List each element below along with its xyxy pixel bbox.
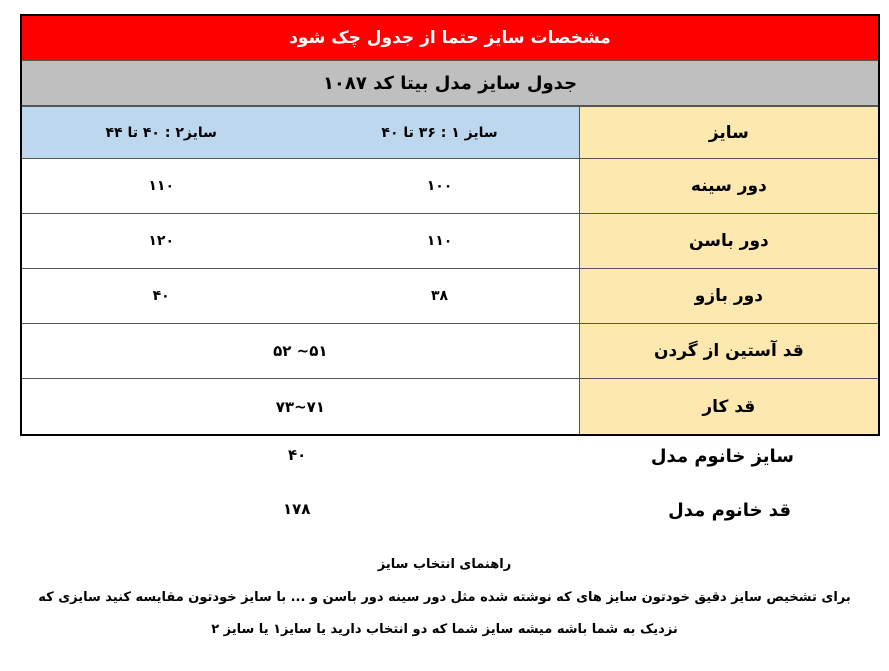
model-size-label: سایز خانوم مدل bbox=[650, 446, 794, 467]
merged-value: ۷۱~۷۳ bbox=[275, 397, 325, 416]
size1-value: ۳۸ bbox=[430, 288, 449, 304]
table-row bbox=[22, 324, 878, 379]
size-table bbox=[20, 14, 880, 436]
warning-title: مشخصات سایز حتما از جدول چک شود bbox=[22, 16, 878, 60]
column-header-size2: سایز۲ : ۴۰ تا ۴۴ bbox=[22, 107, 300, 158]
row-label: قد کار bbox=[579, 379, 878, 434]
table-row bbox=[22, 159, 878, 214]
row-label: قد آستین از گردن bbox=[579, 324, 878, 378]
table-subtitle: جدول سایز مدل بیتا کد ۱۰۸۷ bbox=[22, 61, 878, 106]
table-header-row bbox=[22, 107, 878, 159]
size2-value: ۱۲۰ bbox=[148, 233, 175, 249]
table-row bbox=[22, 269, 878, 324]
size2-value: ۴۰ bbox=[152, 288, 170, 304]
row-label: دور بازو bbox=[579, 269, 878, 323]
model-height-value: ۱۷۸ bbox=[283, 500, 311, 518]
table-row bbox=[22, 214, 878, 269]
table-row bbox=[22, 379, 878, 434]
row-label: دور سینه bbox=[579, 159, 878, 213]
column-header-size1: سایز ۱ : ۳۶ تا ۴۰ bbox=[300, 107, 578, 158]
guide-line-2: نزدیک به شما باشه میشه سایز شما که دو انتخاب دارید یا سایز۱ یا سایز ۲ bbox=[211, 622, 678, 637]
size1-value: ۱۰۰ bbox=[426, 178, 453, 194]
guide-line-1: برای تشخیص سایز دقیق خودتون سایز های که نوشته شده مثل دور سینه دور باسن و ... با سایز خودتون مقایسه کنید سایزی که bbox=[38, 590, 851, 605]
guide-title: راهنمای انتخاب سایز bbox=[377, 557, 512, 572]
model-height-label: قد خانوم مدل bbox=[668, 500, 791, 521]
merged-value: ۵۱~ ۵۲ bbox=[273, 342, 328, 360]
row-label: دور باسن bbox=[579, 214, 878, 268]
size2-value: ۱۱۰ bbox=[148, 178, 175, 194]
size1-value: ۱۱۰ bbox=[426, 233, 453, 249]
column-header-size: سایز bbox=[579, 107, 878, 158]
model-size-value: ۴۰ bbox=[288, 446, 307, 464]
